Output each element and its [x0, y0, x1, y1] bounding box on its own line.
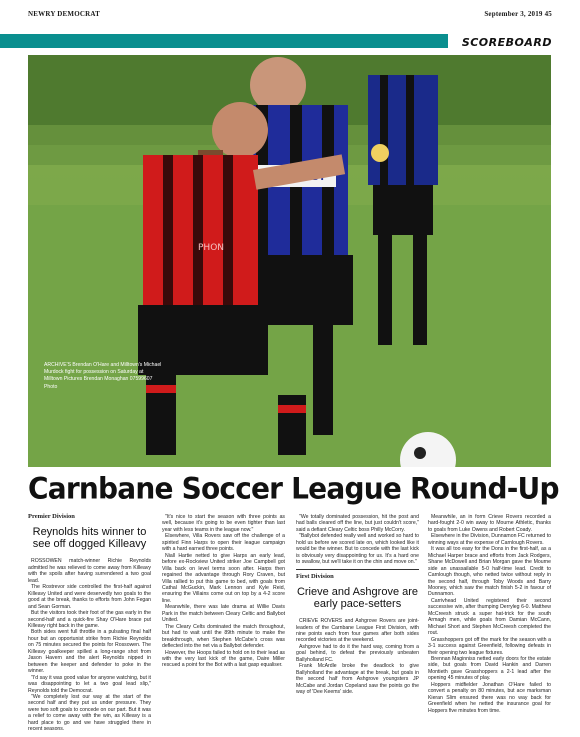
photo-illustration [28, 55, 551, 467]
article-paragraph: Elsewhere, Villa Rovers saw off the challenge of a spirited Finn Harps to open their league campaign with a hard earned three points. [162, 533, 285, 553]
article-paragraph: "I'd say it was good value for anyone watching, but it was disappointing to let a two goal lead slip," Reynolds told the Democrat. [28, 674, 151, 694]
article-paragraph: Both sides went full throttle in a pulsating final half hour but an opportunist strike from Richie Reynolds on 75 minutes secured the points for Rossowen. The Killeavy goalkeeper spilled a long-range shot from Jason Havern and the alert Reynolds nipped in between the keeper and defender to poke in the winner. [28, 629, 151, 675]
article-paragraph: Carrivhead United registered their second successive win, after thumping Derryleg 6-0. Matthew McCreesh struck a super hat-trick for the south Armagh men, while goals from Damian McCann, Michael Short and Stephen McCreesh completed the rout. [428, 597, 551, 637]
paper-name: NEWRY DEMOCRAT [28, 10, 100, 18]
article-column-3 [296, 514, 419, 696]
article-paragraph: It was all too easy for the Dons in the first-half, as a Michael Harper brace and efforts from Jack Rodgers, Shane McDowell and Brian Morgan gave the Mourne side an unassailable 5-0 half-time lead. Credit to Carnlough though, who netted twice without reply in the second half, through Toby Woods and Barry Mooney, which saw the match finish 5-2 in favour of Dunnamon. [428, 546, 551, 598]
article-paragraph: "It's nice to start the season with three points as well, because it's going to be even tighter than last year with less teams in the league now." [162, 514, 285, 533]
shirt-brand-text: PHON [198, 243, 225, 253]
article-paragraph: Meanwhile, an in form Crieve Rovers recorded a hard-fought 2-0 win away to Mourne Athletic, thanks to goals from Luke Owens and Robert Coady. [428, 514, 551, 533]
article-paragraph: Niall Hartie netted to give Harps an early lead, before ex-Rockview United striker Joe Campbell got Villa back on level terms soon after. Harps then regained the advantage through Rory Craven, but Villa rallied to put this game to bed, with goals from Cathal McGuckin, Mark Lennon and Kyle Reid, ensuring the Villains come out on top by a 4-2 score line. [162, 552, 285, 604]
page-headline: Carnbane Soccer League Round-Up [28, 471, 559, 506]
article-subhead-premier: Reynolds hits winner to see off dogged Killeavy [32, 526, 147, 551]
article-paragraph: Grasshoppers got off the mark for the season with a 3-1 success against Greenfield, following defeats in their opening two league fixtures. [428, 636, 551, 656]
section-color-band [0, 34, 448, 48]
section-divider [296, 569, 419, 570]
article-paragraph: Hoppers midfielder Jonathan O'Hare failed to convert a penalty on 80 minutes, but ace marksman Kieran Slim ensured there was no way back for Greenfield when he netted the insurance goal for Hoppers five minutes from time. [428, 681, 551, 714]
section-label-first: First Division [296, 572, 334, 580]
article-paragraph: But the visitors took their foot of the gas early in the second-half and a quick-fire Shay O'Hare brace put Killeavy right back in the game. [28, 610, 151, 629]
section-label-premier: Premier Division [28, 513, 75, 520]
article-subhead-first: Crieve and Ashgrove are early pace-setters [296, 586, 419, 611]
article-paragraph: The Cleary Celts dominated the match throughout, but had to wait until the 89th minute to make the breakthrough, when Stephen McCabe's cross was deflected into the net via a Ballybot defender. [162, 623, 285, 650]
article-paragraph: Brennan Maginniss netted early doors for the estate side, but goals from David Hankin and Darren Montieth gave Grasshoppers a 2-1 lead after the opening 45 minutes of play. [428, 655, 551, 682]
article-paragraph: Frank McArdle broke the deadlock to give Ballyholland the advantage at the break, but goals in the second half from Ashgrove youngsters JP McCabe and Jordan Copeland saw the points go the way of 'Dee Keems' side. [296, 663, 419, 696]
dateline: September 3, 2019 45 [484, 10, 552, 18]
article-paragraph: Elsewhere in the Division, Dunnamon FC returned to winning ways at the expense of Carnlough Rovers. [428, 533, 552, 546]
article-paragraph: "Ballybot defended really well and worked so hard to hold us before we scored late on, which looked like it would be the winner. But to concede with the last kick is obviously very disappointing for us. It's a hard one to swallow, but we'll take it on the chin and move on." [296, 533, 419, 566]
article-column-4 [428, 514, 551, 714]
article-paragraph: Meanwhile, there was late drama at Willie Davis Park in the match between Cleary Celtic and Ballybot United. [162, 604, 285, 624]
article-paragraph: ROSSOWEN match-winner Richie Reynolds admitted he was relieved to come away from Killeavy with the spoils after having surrendered a two goal lead. [28, 558, 151, 584]
article-paragraph: "We completely lost our way at the start of the second half and they put us under pressure. They were two soft goals to concede on our part. But it was a relief to come away with the win, as Killeavy is a hard place to go and we have struggled there in recent seasons. [28, 693, 151, 733]
article-column-1 [28, 514, 151, 733]
article-paragraph: Ashgrove had to do it the hard way, coming from a goal behind, to defeat the previously unbeaten Ballyholland FC. [296, 643, 419, 663]
section-title: SCOREBOARD [461, 36, 552, 49]
match-photo [28, 55, 551, 467]
article-paragraph: However, the Hoops failed to hold on to their lead as with the very last kick of the game, Daire Miller rescued a point for the Bot with a last gasp equaliser. [162, 649, 285, 669]
masthead-bar [28, 8, 552, 20]
photo-caption: ARCHIVE'S Brendan O'Hare and Milltown's Michael Murdock fight for possession on Saturday at Milltown Pictures Brendan Monaghan 07599607 Photo [44, 362, 162, 390]
article-paragraph: "We totally dominated possession, hit the post and had balls cleared off the line, but just couldn't score," said a defiant Cleary Celtic boss Philly McCorry. [296, 514, 419, 533]
article-column-2 [162, 514, 285, 669]
article-paragraph: CRIEVE ROVERS and Ashgrove Rovers are joint-leaders of the Carnbane League First Division, with nine points each from four games after both sides recorded victories at the weekend. [296, 618, 419, 644]
article-paragraph: The Rostrevor side controlled the first-half against Killeavy United and were deservedly two goals to the good at the break, thanks to efforts from John Fegan and Sean Gorman. [28, 584, 151, 610]
